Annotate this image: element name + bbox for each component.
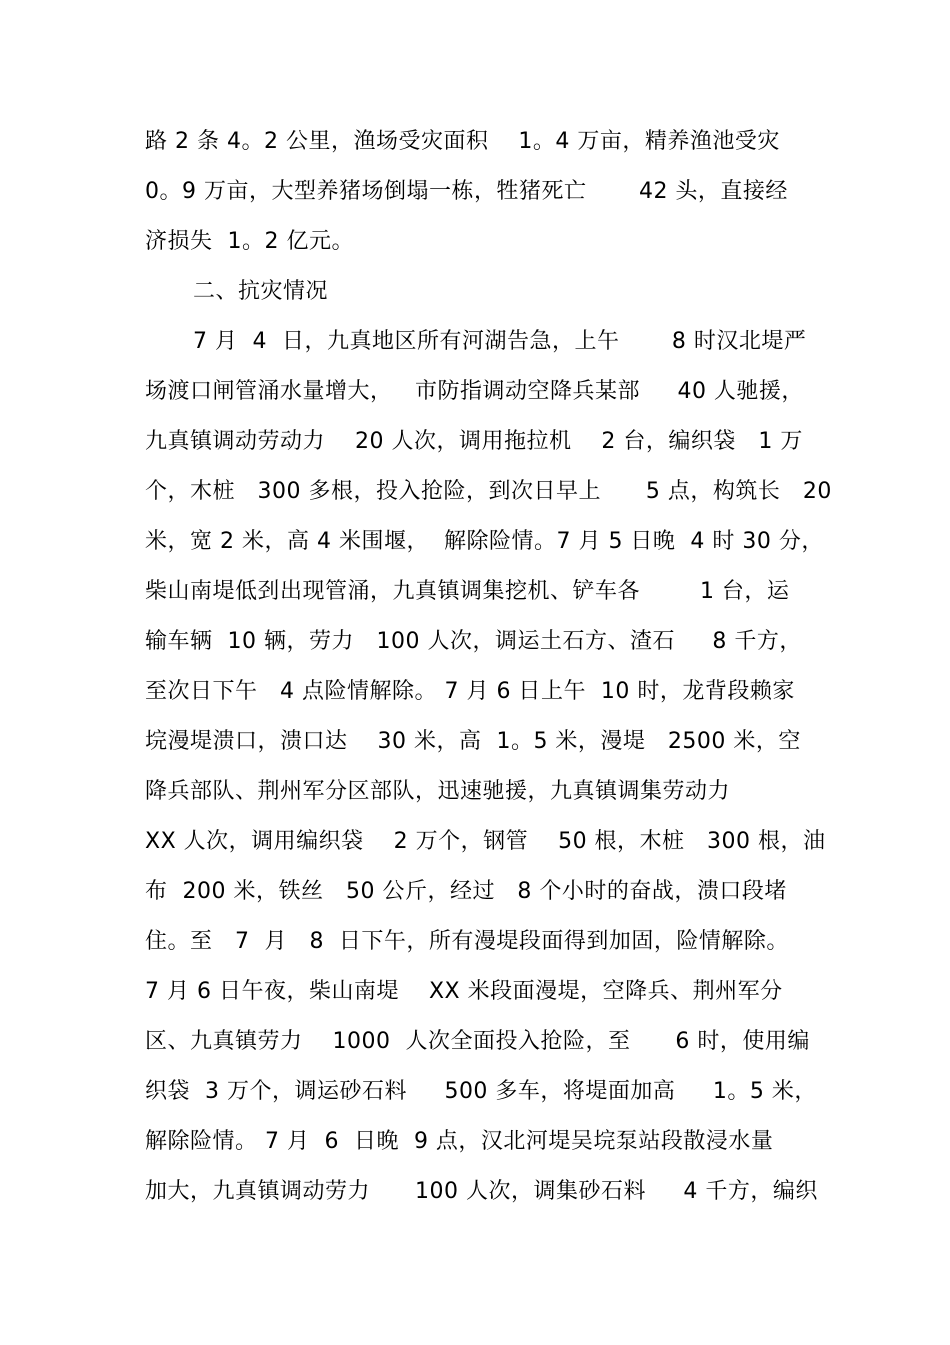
text-line: 九真镇调动劳动力 20 人次，调用拖拉机 2 台，编织袋 1 万 xyxy=(145,429,803,454)
text-line: 住。至 7 月 8 日下午，所有漫堤段面得到加固，险情解除。 xyxy=(145,929,789,954)
text-line: 加大，九真镇调动劳力 100 人次，调集砂石料 4 千方，编织 xyxy=(145,1179,818,1204)
text-line: 至次日下午 4 点险情解除。 7 月 6 日上午 10 时，龙背段赖家 xyxy=(145,679,795,704)
text-line: 织袋 3 万个，调运砂石料 500 多车，将堤面加高 1。5 米， xyxy=(145,1079,817,1104)
text-line: 0。9 万亩，大型养猪场倒塌一栋，牲猪死亡 42 头，直接经 xyxy=(145,179,788,204)
text-line: 个，木桩 300 多根，投入抢险，到次日早上 5 点，构筑长 20 xyxy=(145,479,832,504)
text-line: 垸漫堤溃口，溃口达 30 米，高 1。5 米，漫堤 2500 米，空 xyxy=(145,729,801,754)
text-line: 米，宽 2 米，高 4 米围堰， 解除险情。7 月 5 日晚 4 时 30 分， xyxy=(145,529,824,554)
text-line: 济损失 1。2 亿元。 xyxy=(145,229,354,254)
text-line: 降兵部队、荆州军分区部队，迅速驰援，九真镇调集劳动力 xyxy=(145,779,731,804)
text-line: 柴山南堤低刭出现管涌，九真镇调集挖机、铲车各 1 台，运 xyxy=(145,579,790,604)
text-line: 场渡口闸管涌水量增大， 市防指调动空降兵某部 40 人驰援， xyxy=(145,379,804,404)
text-line: XX 人次，调用编织袋 2 万个，钢管 50 根，木桩 300 根，油 xyxy=(145,829,826,854)
text-line: 7 月 6 日午夜，柴山南堤 XX 米段面漫堤，空降兵、荆州军分 xyxy=(145,979,783,1004)
section-heading: 二、抗灾情况 xyxy=(193,279,329,304)
text-line: 区、九真镇劳力 1000 人次全面投入抢险，至 6 时，使用编 xyxy=(145,1029,810,1054)
text-line: 输车辆 10 辆，劳力 100 人次，调运土石方、渣石 8 千方， xyxy=(145,629,802,654)
text-line: 路 2 条 4。2 公里，渔场受灾面积 1。4 万亩，精养渔池受灾 xyxy=(145,129,780,154)
text-line: 解除险情。 7 月 6 日晚 9 点，汉北河堤吴垸泵站段散浸水量 xyxy=(145,1129,774,1154)
text-line: 布 200 米，铁丝 50 公斤，经过 8 个小时的奋战，溃口段堵 xyxy=(145,879,787,904)
text-line: 7 月 4 日，九真地区所有河湖告急，上午 8 时汉北堤严 xyxy=(193,329,807,354)
